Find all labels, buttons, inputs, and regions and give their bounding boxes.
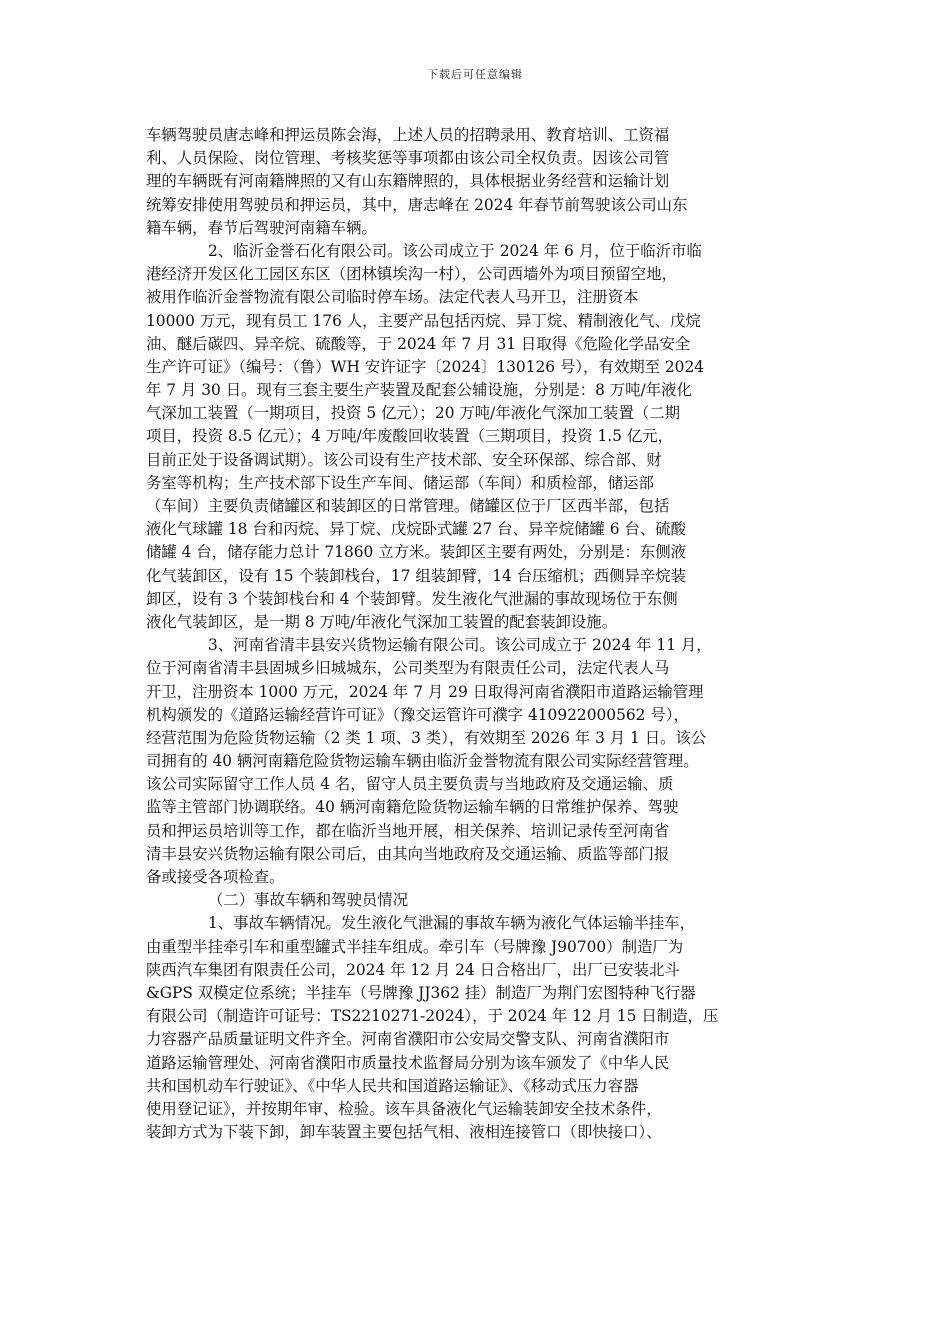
text-line: 该公司实际留守工作人员 4 名，留守人员主要负责与当地政府及交通运输、质	[146, 775, 674, 794]
text-line: 年 7 月 30 日。现有三套主要生产装置及配套公辅设施，分别是：8 万吨/年液化	[146, 381, 692, 400]
text-line: 卸区，设有 3 个装卸栈台和 4 个装卸臂。发生液化气泄漏的事故现场位于东侧	[146, 589, 678, 608]
text-line: 共和国机动车行驶证》、《中华人民共和国道路运输证》、《移动式压力容器	[146, 1076, 639, 1095]
text-line: 10000 万元，现有员工 176 人，主要产品包括丙烷、异丁烷、精制液化气、戊烷	[146, 311, 701, 330]
text-line: 籍车辆，春节后驾驶河南籍车辆。	[146, 218, 377, 237]
text-line: 位于河南省清丰县固城乡旧城城东，公司类型为有限责任公司，法定代表人马	[146, 659, 670, 678]
text-line: 港经济开发区化工园区东区（团林镇埃沟一村），公司西墙外为项目预留空地，	[146, 265, 677, 284]
text-line: 司拥有的 40 辆河南籍危险货物运输车辆由临沂金誉物流有限公司实际经营管理。	[146, 752, 699, 771]
text-line: 清丰县安兴货物运输有限公司后，由其向当地政府及交通运输、质监等部门报	[146, 844, 670, 863]
text-line: 有限公司（制造许可证号：TS2210271-2024），于 2024 年 12 月 15 日制造，压	[146, 1007, 719, 1026]
text-line: 务室等机构；生产技术部下设生产车间、储运部（车间）和质检部，储运部	[146, 473, 654, 492]
text-line: 统筹安排使用驾驶员和押运员，其中，唐志峰在 2024 年春节前驾驶该公司山东	[146, 195, 688, 214]
text-line: 化气装卸区，设有 15 个装卸栈台，17 组装卸臂，14 台压缩机；西侧异辛烷装	[146, 566, 687, 585]
text-line: 道路运输管理处、河南省濮阳市质量技术监督局分别为该车颁发了《中华人民	[146, 1053, 670, 1072]
text-line: 被用作临沂金誉物流有限公司临时停车场。法定代表人马开卫，注册资本	[146, 288, 639, 307]
text-line: 储罐 4 台，储存能力总计 71860 立方米。装卸区主要有两处，分别是：东侧液	[146, 543, 687, 562]
page-header: 下载后可任意编辑	[427, 68, 523, 81]
text-line: 生产许可证》（编号：（鲁）WH 安许证字〔2024〕130126 号），有效期至 2024	[146, 357, 705, 376]
text-line: 气深加工装置（一期项目，投资 5 亿元）；20 万吨/年液化气深加工装置（二期	[146, 404, 681, 423]
text-line: 机构颁发的《道路运输经营许可证》（豫交运管许可濮字 410922000562 号），	[146, 705, 689, 724]
text-line: &GPS 双模定位系统；半挂车（号牌豫 JJ362 挂）制造厂为荆门宏图特种飞行器	[146, 983, 696, 1002]
document-body	[146, 124, 810, 1144]
text-line: 理的车辆既有河南籍牌照的又有山东籍牌照的，具体根据业务经营和运输计划	[146, 172, 670, 191]
text-line: 液化气装卸区，是一期 8 万吨/年液化气深加工装置的配套装卸设施。	[146, 612, 618, 631]
text-line: 开卫，注册资本 1000 万元，2024 年 7 月 29 日取得河南省濮阳市道路运输管理	[146, 682, 704, 701]
text-line: 力容器产品质量证明文件齐全。河南省濮阳市公安局交警支队、河南省濮阳市	[146, 1030, 670, 1049]
text-line: 油、醚后碳四、异辛烷、硫酸等，于 2024 年 7 月 31 日取得《危险化学品安全	[146, 334, 691, 353]
text-line: 2、临沂金誉石化有限公司。该公司成立于 2024 年 6 月，位于临沂市临	[208, 241, 702, 260]
text-line: 1、事故车辆情况。发生液化气泄漏的事故车辆为液化气体运输半挂车，	[208, 914, 695, 933]
text-line: （二）事故车辆和驾驶员情况	[208, 891, 409, 910]
text-line: 使用登记证》，并按期年审、检验。该车具备液化气运输装卸安全技术条件，	[146, 1099, 662, 1118]
text-line: 员和押运员培训等工作，都在临沂当地开展，相关保养、培训记录传至河南省	[146, 821, 670, 840]
text-line: 项目，投资 8.5 亿元）；4 万吨/年废酸回收装置（三期项目，投资 1.5 亿元，	[146, 427, 674, 446]
text-line: 车辆驾驶员唐志峰和押运员陈会海，上述人员的招聘录用、教育培训、工资福	[146, 126, 670, 144]
text-line: 液化气球罐 18 台和丙烷、异丁烷、戊烷卧式罐 27 台、异辛烷储罐 6 台、硫酸	[146, 520, 687, 539]
text-line: 由重型半挂牵引车和重型罐式半挂车组成。牵引车（号牌豫 J90700）制造厂为	[146, 937, 684, 956]
text-line: 监等主管部门协调联络。40 辆河南籍危险货物运输车辆的日常维护保养、驾驶	[146, 798, 679, 817]
text-line: 陕西汽车集团有限责任公司，2024 年 12 月 24 日合格出厂，出厂已安装北斗	[146, 960, 680, 979]
text-line: 经营范围为危险货物运输（2 类 1 项、3 类），有效期至 2026 年 3 月 1 日。该公	[146, 728, 707, 747]
text-line: 目前正处于设备调试期）。该公司设有生产技术部、安全环保部、综合部、财	[146, 450, 662, 469]
text-line: 备或接受各项检查。	[146, 868, 285, 886]
text-line: 3、河南省清丰县安兴货物运输有限公司。该公司成立于 2024 年 11 月，	[208, 636, 712, 655]
text-line: 利、人员保险、岗位管理、考核奖惩等事项都由该公司全权负责。因该公司管	[146, 149, 670, 168]
text-line: （车间）主要负责储罐区和装卸区的日常管理。储罐区位于厂区西半部，包括	[146, 497, 670, 515]
text-line: 装卸方式为下装下卸，卸车装置主要包括气相、液相连接管口（即快接口）、	[146, 1123, 662, 1142]
